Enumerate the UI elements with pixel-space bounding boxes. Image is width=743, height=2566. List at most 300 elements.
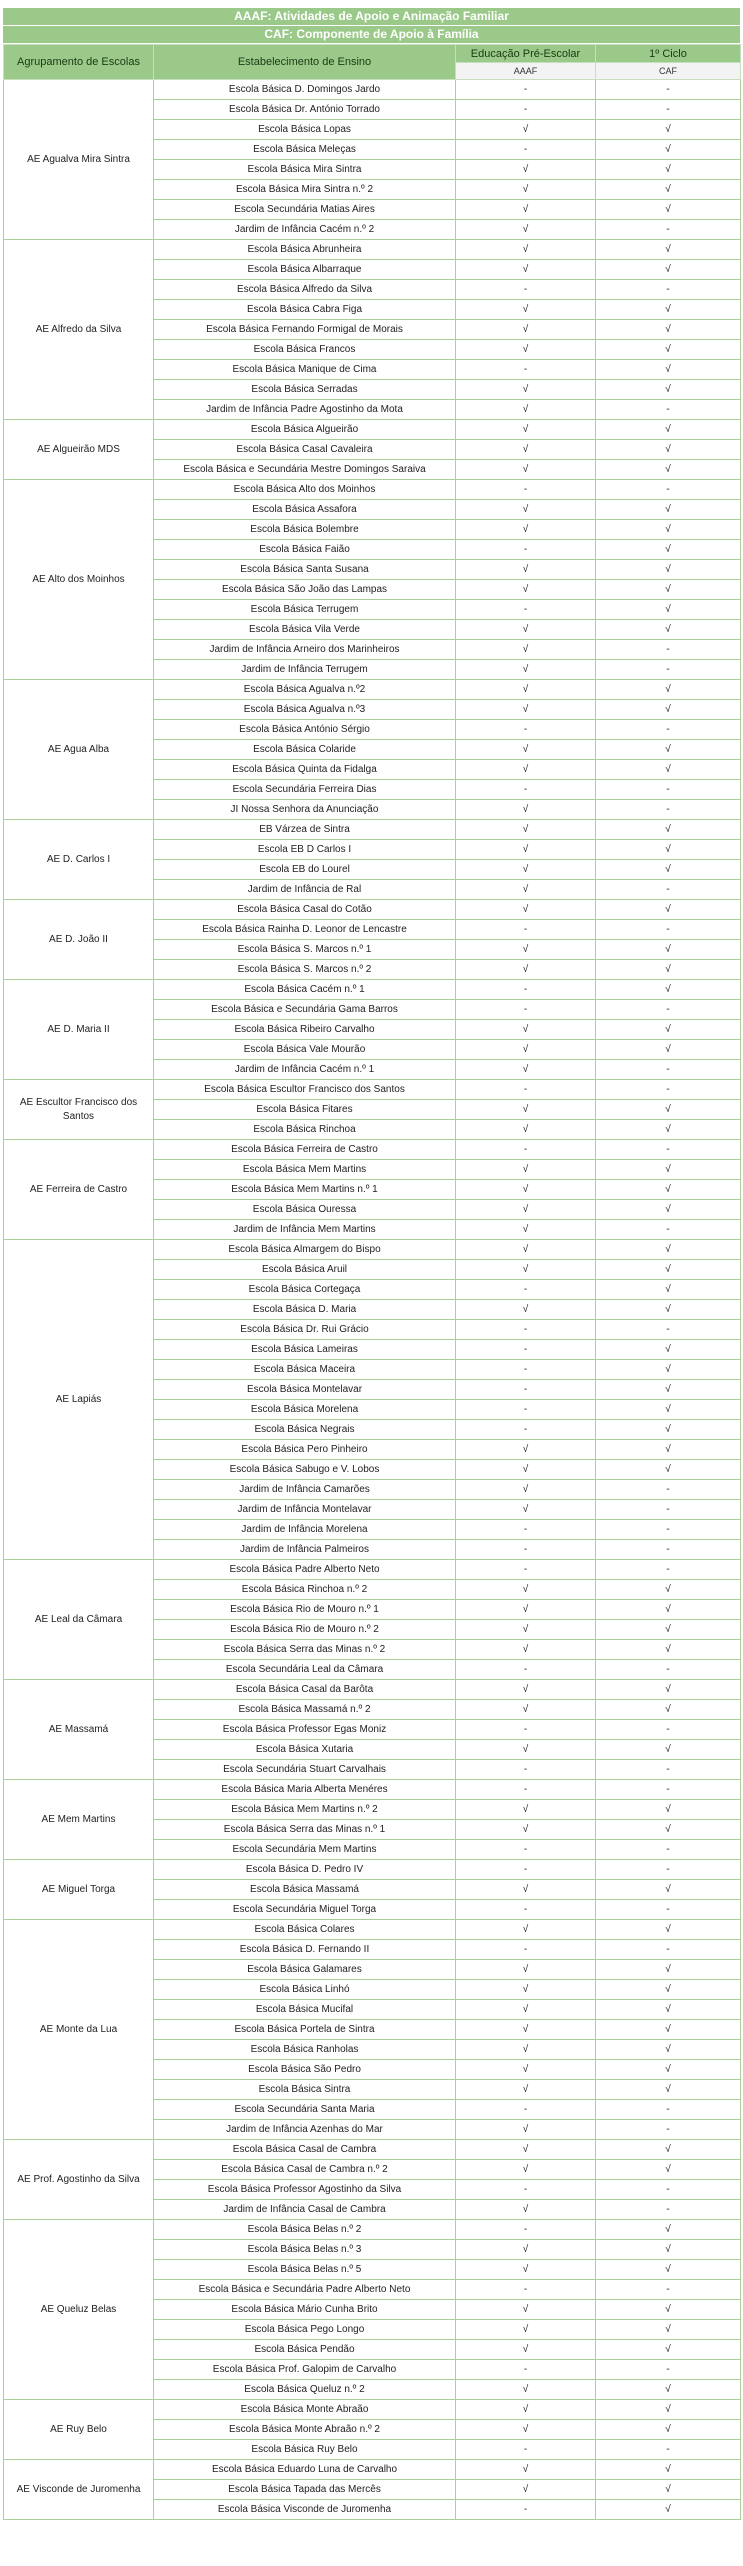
- caf-mark: √: [596, 2300, 741, 2320]
- school-name: Jardim de Infância Azenhas do Mar: [154, 2120, 456, 2140]
- caf-mark: √: [596, 700, 741, 720]
- school-name: Escola Básica Agualva n.º2: [154, 680, 456, 700]
- header-agrupamento: Agrupamento de Escolas: [4, 45, 154, 80]
- aaaf-mark: √: [456, 1880, 596, 1900]
- school-name: Escola Básica Rinchoa n.º 2: [154, 1580, 456, 1600]
- school-name: Escola Básica Belas n.º 3: [154, 2240, 456, 2260]
- caf-mark: √: [596, 160, 741, 180]
- aaaf-mark: √: [456, 2000, 596, 2020]
- group-name: AE Visconde de Juromenha: [4, 2460, 154, 2520]
- school-name: Jardim de Infância Cacém n.º 2: [154, 220, 456, 240]
- school-name: Escola Básica Albarraque: [154, 260, 456, 280]
- school-name: Escola Básica Ouressa: [154, 1200, 456, 1220]
- school-name: Escola Básica Cortegaça: [154, 1280, 456, 1300]
- aaaf-mark: √: [456, 1980, 596, 2000]
- caf-mark: √: [596, 300, 741, 320]
- group-name: AE Miguel Torga: [4, 1860, 154, 1920]
- aaaf-mark: √: [456, 680, 596, 700]
- aaaf-mark: -: [456, 480, 596, 500]
- table-row: [4, 1780, 741, 1800]
- school-name: Escola Básica D. Domingos Jardo: [154, 80, 456, 100]
- school-name: Escola Básica Dr. Rui Grácio: [154, 1320, 456, 1340]
- caf-mark: √: [596, 2240, 741, 2260]
- aaaf-mark: √: [456, 1020, 596, 1040]
- caf-mark: √: [596, 1920, 741, 1940]
- school-name: Escola Básica São Pedro: [154, 2060, 456, 2080]
- aaaf-mark: √: [456, 1500, 596, 1520]
- caf-mark: √: [596, 2400, 741, 2420]
- caf-mark: -: [596, 1840, 741, 1860]
- school-name: Escola EB do Lourel: [154, 860, 456, 880]
- caf-mark: -: [596, 800, 741, 820]
- school-name: Escola Básica Massamá: [154, 1880, 456, 1900]
- school-name: Escola Básica D. Maria: [154, 1300, 456, 1320]
- caf-mark: -: [596, 1480, 741, 1500]
- caf-mark: √: [596, 1640, 741, 1660]
- caf-mark: √: [596, 2460, 741, 2480]
- header-estabelecimento: Estabelecimento de Ensino: [154, 45, 456, 80]
- caf-mark: √: [596, 860, 741, 880]
- aaaf-mark: √: [456, 840, 596, 860]
- aaaf-mark: -: [456, 2180, 596, 2200]
- school-name: Escola Básica Tapada das Mercês: [154, 2480, 456, 2500]
- caf-mark: -: [596, 2280, 741, 2300]
- school-name: Escola Secundária Stuart Carvalhais: [154, 1760, 456, 1780]
- table-row: [4, 900, 741, 920]
- aaaf-mark: √: [456, 2160, 596, 2180]
- aaaf-mark: -: [456, 2500, 596, 2520]
- aaaf-mark: √: [456, 400, 596, 420]
- school-name: Escola Básica Meleças: [154, 140, 456, 160]
- school-name: Escola Básica Lameiras: [154, 1340, 456, 1360]
- aaaf-mark: -: [456, 2100, 596, 2120]
- school-name: Escola Básica Morelena: [154, 1400, 456, 1420]
- school-name: Escola Secundária Santa Maria: [154, 2100, 456, 2120]
- school-name: Jardim de Infância Padre Agostinho da Mota: [154, 400, 456, 420]
- caf-mark: -: [596, 1000, 741, 1020]
- aaaf-mark: -: [456, 600, 596, 620]
- school-name: Escola Básica Serra das Minas n.º 1: [154, 1820, 456, 1840]
- table-row: [4, 1920, 741, 1940]
- caf-mark: -: [596, 2200, 741, 2220]
- aaaf-mark: √: [456, 2020, 596, 2040]
- caf-mark: √: [596, 1460, 741, 1480]
- aaaf-mark: √: [456, 1040, 596, 1060]
- school-name: Jardim de Infância Casal de Cambra: [154, 2200, 456, 2220]
- aaaf-mark: √: [456, 1060, 596, 1080]
- caf-mark: √: [596, 1360, 741, 1380]
- caf-mark: √: [596, 1380, 741, 1400]
- caf-mark: √: [596, 2480, 741, 2500]
- table-row: [4, 820, 741, 840]
- school-name: Escola Básica Mira Sintra: [154, 160, 456, 180]
- caf-mark: -: [596, 720, 741, 740]
- aaaf-mark: -: [456, 100, 596, 120]
- aaaf-mark: √: [456, 640, 596, 660]
- aaaf-mark: -: [456, 1540, 596, 1560]
- caf-mark: -: [596, 2120, 741, 2140]
- aaaf-mark: √: [456, 1100, 596, 1120]
- school-name: Escola Básica Montelavar: [154, 1380, 456, 1400]
- table-row: [4, 1860, 741, 1880]
- school-name: Escola Básica S. Marcos n.º 1: [154, 940, 456, 960]
- group-name: AE Alfredo da Silva: [4, 240, 154, 420]
- caf-mark: -: [596, 1560, 741, 1580]
- aaaf-mark: √: [456, 220, 596, 240]
- aaaf-mark: √: [456, 1620, 596, 1640]
- aaaf-mark: -: [456, 1000, 596, 1020]
- aaaf-mark: √: [456, 1300, 596, 1320]
- caf-mark: √: [596, 560, 741, 580]
- school-name: Escola Básica D. Pedro IV: [154, 1860, 456, 1880]
- caf-mark: -: [596, 1660, 741, 1680]
- aaaf-mark: -: [456, 980, 596, 1000]
- caf-mark: -: [596, 660, 741, 680]
- school-name: Escola Básica São João das Lampas: [154, 580, 456, 600]
- school-name: Escola Básica Faião: [154, 540, 456, 560]
- aaaf-mark: -: [456, 2440, 596, 2460]
- caf-mark: √: [596, 2380, 741, 2400]
- caf-mark: √: [596, 2040, 741, 2060]
- school-name: Escola Básica Rio de Mouro n.º 1: [154, 1600, 456, 1620]
- school-name: Escola Básica Fitares: [154, 1100, 456, 1120]
- caf-mark: √: [596, 240, 741, 260]
- aaaf-mark: √: [456, 200, 596, 220]
- caf-mark: √: [596, 2420, 741, 2440]
- aaaf-mark: -: [456, 1420, 596, 1440]
- aaaf-mark: √: [456, 1220, 596, 1240]
- school-name: Escola Básica Serra das Minas n.º 2: [154, 1640, 456, 1660]
- school-name: Escola Básica Sintra: [154, 2080, 456, 2100]
- school-name: Escola Básica Galamares: [154, 1960, 456, 1980]
- aaaf-mark: √: [456, 1440, 596, 1460]
- caf-mark: √: [596, 460, 741, 480]
- group-name: AE D. Carlos I: [4, 820, 154, 900]
- aaaf-mark: -: [456, 2280, 596, 2300]
- aaaf-mark: -: [456, 720, 596, 740]
- table-row: [4, 1240, 741, 1260]
- school-name: Escola Básica Maceira: [154, 1360, 456, 1380]
- caf-mark: √: [596, 2320, 741, 2340]
- header-pre-escolar: Educação Pré-Escolar: [456, 45, 596, 63]
- school-name: Escola Básica Colaride: [154, 740, 456, 760]
- caf-mark: √: [596, 940, 741, 960]
- school-name: Escola Básica Santa Susana: [154, 560, 456, 580]
- caf-mark: √: [596, 1200, 741, 1220]
- group-name: AE D. Maria II: [4, 980, 154, 1080]
- aaaf-mark: -: [456, 1560, 596, 1580]
- caf-mark: √: [596, 1280, 741, 1300]
- school-name: Escola Básica Xutaria: [154, 1740, 456, 1760]
- aaaf-mark: -: [456, 1360, 596, 1380]
- aaaf-mark: √: [456, 660, 596, 680]
- aaaf-mark: -: [456, 1900, 596, 1920]
- aaaf-mark: √: [456, 2460, 596, 2480]
- aaaf-mark: √: [456, 1800, 596, 1820]
- caf-mark: -: [596, 220, 741, 240]
- caf-mark: √: [596, 2140, 741, 2160]
- aaaf-mark: -: [456, 80, 596, 100]
- caf-mark: √: [596, 2220, 741, 2240]
- caf-mark: -: [596, 2360, 741, 2380]
- school-name: Escola Secundária Mem Martins: [154, 1840, 456, 1860]
- table-row: [4, 80, 741, 100]
- school-name: Escola Básica António Sérgio: [154, 720, 456, 740]
- school-name: Escola Básica Professor Egas Moniz: [154, 1720, 456, 1740]
- caf-mark: √: [596, 840, 741, 860]
- aaaf-mark: √: [456, 380, 596, 400]
- aaaf-mark: √: [456, 620, 596, 640]
- school-name: Escola Básica Bolembre: [154, 520, 456, 540]
- caf-mark: -: [596, 1220, 741, 1240]
- schools-table: [3, 44, 741, 2520]
- aaaf-mark: -: [456, 1720, 596, 1740]
- caf-mark: √: [596, 1340, 741, 1360]
- caf-mark: √: [596, 340, 741, 360]
- title-aaaf: AAAF: Atividades de Apoio e Animação Familiar: [3, 8, 740, 26]
- aaaf-mark: -: [456, 360, 596, 380]
- school-name: Escola Básica Casal de Cambra: [154, 2140, 456, 2160]
- school-name: Escola Básica Escultor Francisco dos Santos: [154, 1080, 456, 1100]
- caf-mark: -: [596, 1720, 741, 1740]
- aaaf-mark: √: [456, 260, 596, 280]
- aaaf-mark: √: [456, 340, 596, 360]
- aaaf-mark: √: [456, 960, 596, 980]
- caf-mark: √: [596, 1040, 741, 1060]
- school-name: Escola Básica Abrunheira: [154, 240, 456, 260]
- caf-mark: -: [596, 280, 741, 300]
- school-name: Escola Básica Casal Cavaleira: [154, 440, 456, 460]
- aaaf-mark: √: [456, 1820, 596, 1840]
- school-name: Escola Básica Casal do Cotão: [154, 900, 456, 920]
- aaaf-mark: √: [456, 2200, 596, 2220]
- aaaf-mark: √: [456, 1920, 596, 1940]
- caf-mark: -: [596, 2440, 741, 2460]
- school-name: Jardim de Infância Mem Martins: [154, 1220, 456, 1240]
- school-name: Escola Básica Ruy Belo: [154, 2440, 456, 2460]
- aaaf-mark: √: [456, 2140, 596, 2160]
- school-name: Escola Básica D. Fernando II: [154, 1940, 456, 1960]
- caf-mark: √: [596, 1880, 741, 1900]
- caf-mark: -: [596, 920, 741, 940]
- school-name: Escola Básica Mem Martins: [154, 1160, 456, 1180]
- caf-mark: √: [596, 1960, 741, 1980]
- school-name: Escola Básica Alfredo da Silva: [154, 280, 456, 300]
- caf-mark: √: [596, 1600, 741, 1620]
- school-name: Escola Básica Algueirão: [154, 420, 456, 440]
- caf-mark: -: [596, 2180, 741, 2200]
- aaaf-mark: √: [456, 1740, 596, 1760]
- aaaf-mark: √: [456, 900, 596, 920]
- school-name: Escola Básica Serradas: [154, 380, 456, 400]
- school-name: Escola Básica Monte Abraão n.º 2: [154, 2420, 456, 2440]
- caf-mark: √: [596, 680, 741, 700]
- caf-mark: √: [596, 2080, 741, 2100]
- caf-mark: √: [596, 2020, 741, 2040]
- school-name: Escola Básica Queluz n.º 2: [154, 2380, 456, 2400]
- aaaf-mark: √: [456, 520, 596, 540]
- school-name: Escola Básica Vila Verde: [154, 620, 456, 640]
- group-name: AE Algueirão MDS: [4, 420, 154, 480]
- aaaf-mark: √: [456, 1960, 596, 1980]
- school-name: Escola Básica Casal de Cambra n.º 2: [154, 2160, 456, 2180]
- aaaf-mark: √: [456, 1640, 596, 1660]
- table-row: [4, 480, 741, 500]
- school-name: Escola Básica Rainha D. Leonor de Lencastre: [154, 920, 456, 940]
- school-name: Escola Básica Vale Mourão: [154, 1040, 456, 1060]
- school-name: Escola EB D Carlos I: [154, 840, 456, 860]
- caf-mark: √: [596, 140, 741, 160]
- aaaf-mark: √: [456, 1700, 596, 1720]
- aaaf-mark: -: [456, 1780, 596, 1800]
- caf-mark: -: [596, 1500, 741, 1520]
- school-name: Escola Básica Colares: [154, 1920, 456, 1940]
- aaaf-mark: -: [456, 2360, 596, 2380]
- school-name: Escola Básica Casal da Barôta: [154, 1680, 456, 1700]
- aaaf-mark: -: [456, 1760, 596, 1780]
- aaaf-mark: √: [456, 820, 596, 840]
- school-name: Escola Básica Assafora: [154, 500, 456, 520]
- aaaf-mark: -: [456, 1380, 596, 1400]
- aaaf-mark: -: [456, 1520, 596, 1540]
- aaaf-mark: √: [456, 160, 596, 180]
- school-name: Escola Básica Prof. Galopim de Carvalho: [154, 2360, 456, 2380]
- aaaf-mark: √: [456, 2320, 596, 2340]
- school-name: Escola Básica Visconde de Juromenha: [154, 2500, 456, 2520]
- school-name: Escola Básica Alto dos Moinhos: [154, 480, 456, 500]
- caf-mark: √: [596, 1980, 741, 2000]
- school-name: Escola Básica Lopas: [154, 120, 456, 140]
- caf-mark: √: [596, 1700, 741, 1720]
- aaaf-mark: -: [456, 1140, 596, 1160]
- caf-mark: √: [596, 580, 741, 600]
- school-name: Escola Básica Professor Agostinho da Silva: [154, 2180, 456, 2200]
- group-name: AE Ferreira de Castro: [4, 1140, 154, 1240]
- aaaf-mark: √: [456, 1680, 596, 1700]
- school-name: Escola Básica Almargem do Bispo: [154, 1240, 456, 1260]
- caf-mark: √: [596, 1120, 741, 1140]
- caf-mark: √: [596, 820, 741, 840]
- school-name: Escola Básica Mucifal: [154, 2000, 456, 2020]
- aaaf-mark: -: [456, 140, 596, 160]
- school-name: Escola Básica Terrugem: [154, 600, 456, 620]
- school-name: Escola Básica Rinchoa: [154, 1120, 456, 1140]
- aaaf-mark: √: [456, 420, 596, 440]
- group-name: AE Massamá: [4, 1680, 154, 1780]
- aaaf-mark: √: [456, 1180, 596, 1200]
- aaaf-mark: √: [456, 800, 596, 820]
- group-name: AE Prof. Agostinho da Silva: [4, 2140, 154, 2220]
- school-name: Escola Básica Pero Pinheiro: [154, 1440, 456, 1460]
- aaaf-mark: -: [456, 1860, 596, 1880]
- group-name: AE Agualva Mira Sintra: [4, 80, 154, 240]
- caf-mark: -: [596, 1320, 741, 1340]
- caf-mark: √: [596, 440, 741, 460]
- table-row: [4, 1080, 741, 1100]
- caf-mark: √: [596, 540, 741, 560]
- aaaf-mark: √: [456, 460, 596, 480]
- caf-mark: √: [596, 500, 741, 520]
- school-name: Escola Básica Agualva n.º3: [154, 700, 456, 720]
- caf-mark: √: [596, 1400, 741, 1420]
- caf-mark: √: [596, 1440, 741, 1460]
- school-name: Escola Básica Ferreira de Castro: [154, 1140, 456, 1160]
- aaaf-mark: -: [456, 920, 596, 940]
- group-name: AE Lapiás: [4, 1240, 154, 1560]
- aaaf-mark: √: [456, 1200, 596, 1220]
- aaaf-mark: √: [456, 2380, 596, 2400]
- aaaf-mark: -: [456, 540, 596, 560]
- caf-mark: √: [596, 1800, 741, 1820]
- caf-mark: √: [596, 900, 741, 920]
- caf-mark: √: [596, 1260, 741, 1280]
- aaaf-mark: √: [456, 880, 596, 900]
- school-name: Escola Básica Cabra Figa: [154, 300, 456, 320]
- caf-mark: √: [596, 2260, 741, 2280]
- school-name: Escola Secundária Ferreira Dias: [154, 780, 456, 800]
- table-row: [4, 240, 741, 260]
- school-name: Escola Básica Pendão: [154, 2340, 456, 2360]
- school-name: Escola Básica Ranholas: [154, 2040, 456, 2060]
- caf-mark: √: [596, 600, 741, 620]
- school-name: Escola Básica Manique de Cima: [154, 360, 456, 380]
- caf-mark: √: [596, 1580, 741, 1600]
- aaaf-mark: √: [456, 2300, 596, 2320]
- group-name: AE Ruy Belo: [4, 2400, 154, 2460]
- caf-mark: √: [596, 1680, 741, 1700]
- caf-mark: -: [596, 2100, 741, 2120]
- aaaf-mark: √: [456, 240, 596, 260]
- subheader-caf: CAF: [596, 63, 741, 80]
- caf-mark: √: [596, 740, 741, 760]
- school-name: Escola Básica e Secundária Gama Barros: [154, 1000, 456, 1020]
- aaaf-mark: √: [456, 180, 596, 200]
- table-row: [4, 980, 741, 1000]
- caf-mark: √: [596, 1420, 741, 1440]
- school-name: Jardim de Infância Terrugem: [154, 660, 456, 680]
- caf-mark: √: [596, 1180, 741, 1200]
- school-name: Jardim de Infância Camarões: [154, 1480, 456, 1500]
- school-name: Escola Básica Belas n.º 2: [154, 2220, 456, 2240]
- caf-mark: -: [596, 480, 741, 500]
- aaaf-mark: -: [456, 780, 596, 800]
- school-name: Escola Básica Mem Martins n.º 2: [154, 1800, 456, 1820]
- aaaf-mark: -: [456, 1940, 596, 1960]
- school-name: Jardim de Infância de Ral: [154, 880, 456, 900]
- group-name: AE Leal da Câmara: [4, 1560, 154, 1680]
- school-name: Escola Básica Mem Martins n.º 1: [154, 1180, 456, 1200]
- school-name: Escola Básica Mário Cunha Brito: [154, 2300, 456, 2320]
- school-name: Escola Básica Monte Abraão: [154, 2400, 456, 2420]
- aaaf-mark: √: [456, 860, 596, 880]
- caf-mark: √: [596, 1020, 741, 1040]
- table-row: [4, 1560, 741, 1580]
- school-name: Jardim de Infância Arneiro dos Marinheiros: [154, 640, 456, 660]
- aaaf-mark: -: [456, 2220, 596, 2240]
- school-name: Escola Básica e Secundária Mestre Domingos Saraiva: [154, 460, 456, 480]
- header-1-ciclo: 1º Ciclo: [596, 45, 741, 63]
- aaaf-mark: √: [456, 2340, 596, 2360]
- caf-mark: -: [596, 880, 741, 900]
- table-row: [4, 2140, 741, 2160]
- group-name: AE D. João II: [4, 900, 154, 980]
- aaaf-mark: √: [456, 1240, 596, 1260]
- school-name: JI Nossa Senhora da Anunciação: [154, 800, 456, 820]
- caf-mark: √: [596, 200, 741, 220]
- school-name: Jardim de Infância Cacém n.º 1: [154, 1060, 456, 1080]
- school-name: Escola Básica Cacém n.º 1: [154, 980, 456, 1000]
- school-name: Jardim de Infância Montelavar: [154, 1500, 456, 1520]
